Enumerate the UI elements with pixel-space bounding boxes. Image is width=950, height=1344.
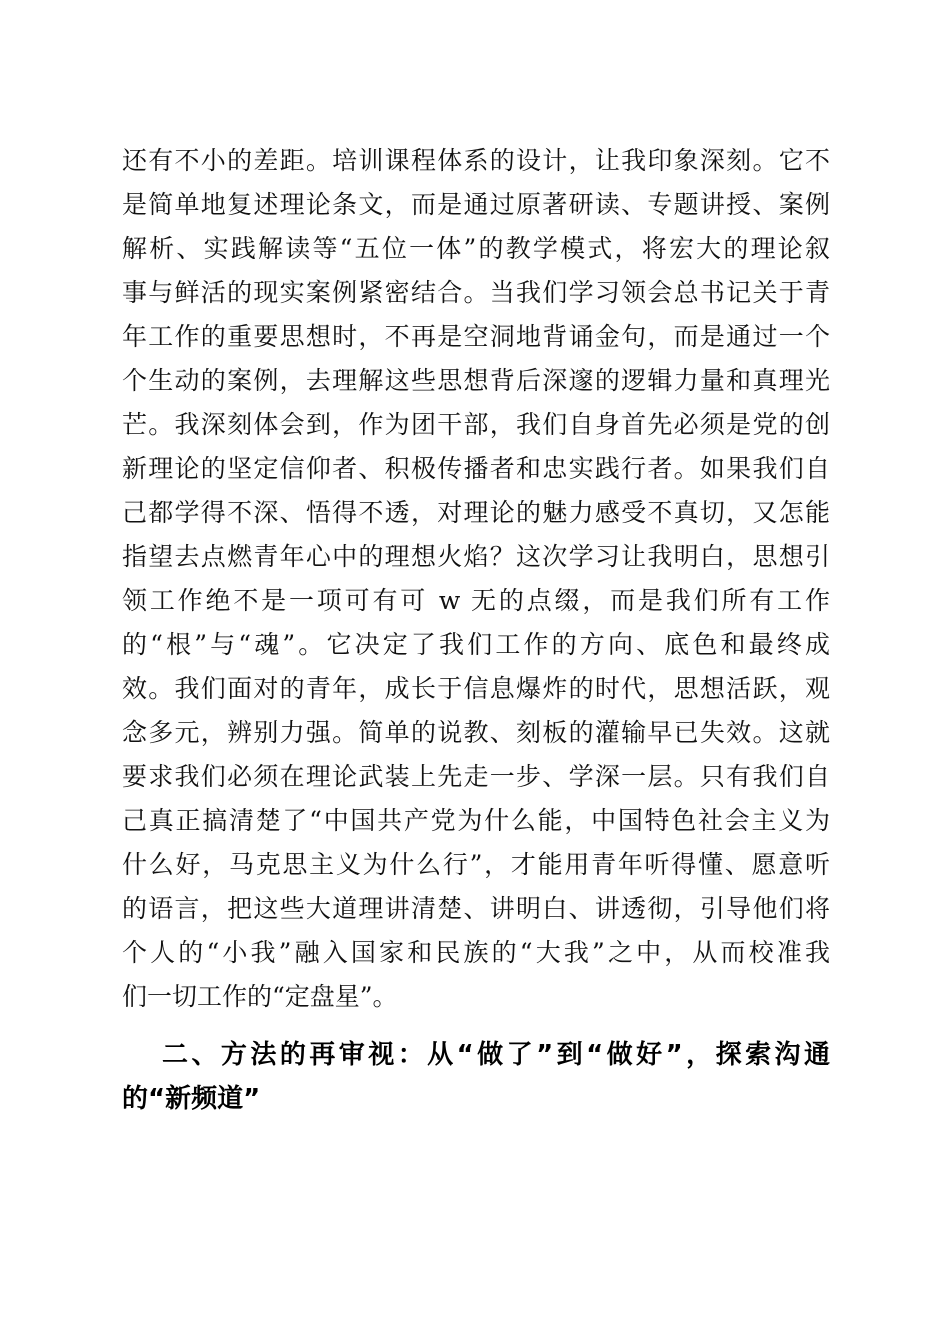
- body-line: 解析、实践解读等“五位一体”的教学模式，将宏大的理论叙: [122, 234, 830, 263]
- body-line: 的“根”与“魂”。它决定了我们工作的方向、底色和最终成: [122, 630, 830, 659]
- body-line: 们一切工作的“定盘星”。: [122, 982, 398, 1011]
- body-line: 什么好，马克思主义为什么行”，才能用青年听得懂、愿意听: [122, 850, 830, 879]
- body-line: 领工作绝不是一项可有可 w 无的点缀，而是我们所有工作: [122, 586, 830, 615]
- body-line: 个生动的案例，去理解这些思想背后深邃的逻辑力量和真理光: [122, 366, 830, 395]
- body-line: 事与鲜活的现实案例紧密结合。当我们学习领会总书记关于青: [122, 278, 830, 307]
- body-line: 效。我们面对的青年，成长于信息爆炸的时代，思想活跃，观: [122, 674, 830, 703]
- body-line: 是简单地复述理论条文，而是通过原著研读、专题讲授、案例: [122, 190, 830, 219]
- body-line: 己都学得不深、悟得不透，对理论的魅力感受不真切，又怎能: [122, 498, 830, 527]
- body-line: 指望去点燃青年心中的理想火焰？这次学习让我明白，思想引: [122, 542, 830, 571]
- body-line: 芒。我深刻体会到，作为团干部，我们自身首先必须是党的创: [122, 410, 830, 439]
- body-line: 还有不小的差距。培训课程体系的设计，让我印象深刻。它不: [122, 146, 830, 175]
- section-heading-line: 的“新频道”: [122, 1084, 261, 1114]
- body-line: 个人的“小我”融入国家和民族的“大我”之中，从而校准我: [122, 938, 830, 967]
- section-heading-line: 二、方法的再审视：从“做了”到“做好”，探索沟通: [162, 1040, 830, 1070]
- body-line: 己真正搞清楚了“中国共产党为什么能，中国特色社会主义为: [122, 806, 830, 835]
- body-line: 要求我们必须在理论武装上先走一步、学深一层。只有我们自: [122, 762, 830, 791]
- body-line: 年工作的重要思想时，不再是空洞地背诵金句，而是通过一个: [122, 322, 830, 351]
- body-line: 念多元，辨别力强。简单的说教、刻板的灌输早已失效。这就: [122, 718, 830, 747]
- body-line: 新理论的坚定信仰者、积极传播者和忠实践行者。如果我们自: [122, 454, 830, 483]
- body-line: 的语言，把这些大道理讲清楚、讲明白、讲透彻，引导他们将: [122, 894, 830, 923]
